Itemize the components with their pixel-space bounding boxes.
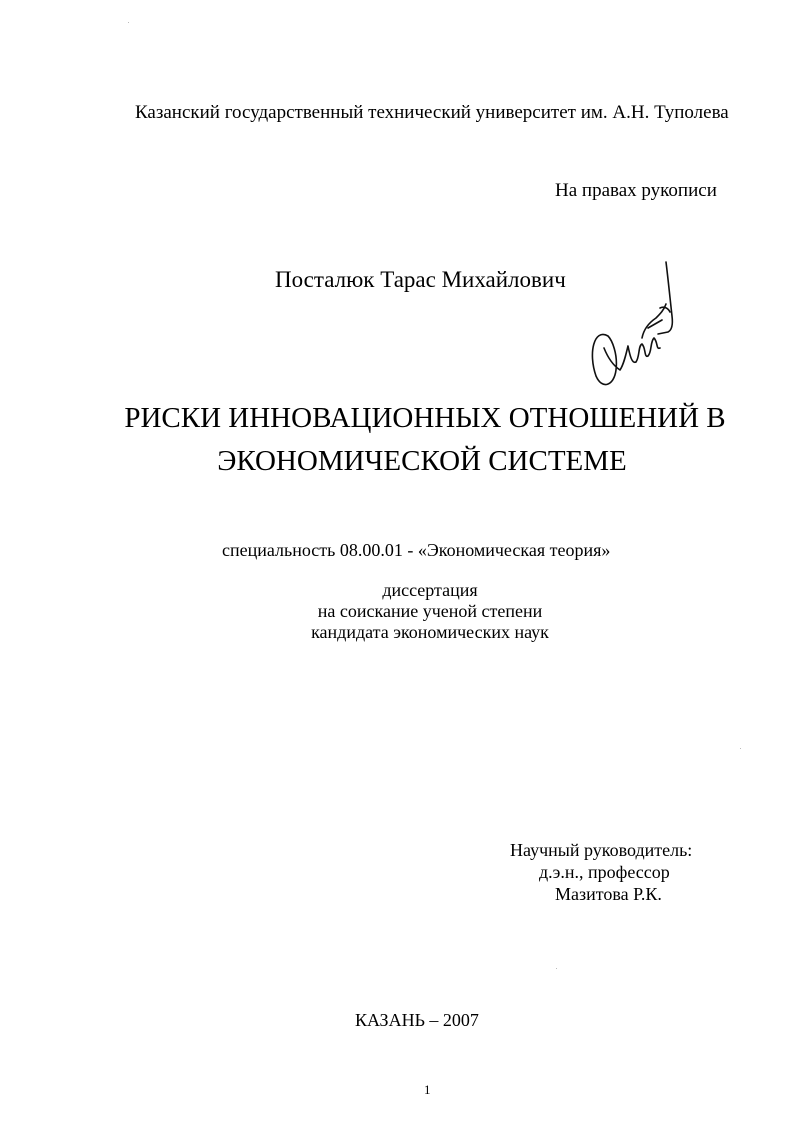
scan-speck [128,22,129,23]
scan-speck [556,968,557,969]
specialty: специальность 08.00.01 - «Экономическая теория» [222,540,611,560]
dissertation-type-block [300,580,560,643]
university-name: Казанский государственный технический университет им. А.Н. Туполева [135,102,729,123]
dissertation-title-line-1: РИСКИ ИННОВАЦИОННЫХ ОТНОШЕНИЙ В [124,402,726,434]
supervisor-degree: д.э.н., профессор [539,862,670,882]
dissertation-title-line-2: ЭКОНОМИЧЕСКОЙ СИСТЕМЕ [217,445,627,477]
degree-name: кандидата экономических наук [311,622,549,642]
dissertation-label: диссертация [382,580,478,600]
degree-purpose: на соискание ученой степени [317,601,543,621]
supervisor-name: Мазитова Р.К. [555,884,662,904]
author-name: Посталюк Тарас Михайлович [275,267,566,292]
scan-speck [740,748,741,749]
manuscript-rights-note: На правах рукописи [555,180,717,201]
supervisor-block [510,839,692,905]
page-number: 1 [424,1082,431,1097]
city-year: КАЗАНЬ – 2007 [355,1010,479,1030]
supervisor-label: Научный руководитель: [510,840,693,860]
author-signature [586,258,681,398]
